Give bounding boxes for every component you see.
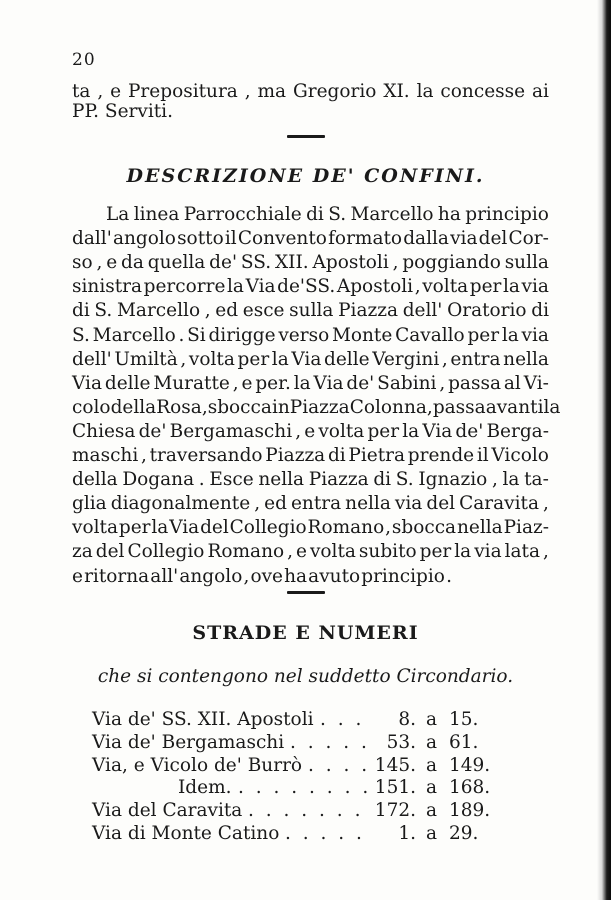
street-name: Via de' SS. XII. Apostoli [92,709,314,730]
word: de' [209,252,238,274]
word: al [503,372,521,394]
word: Via [72,372,102,394]
word: per [419,541,452,563]
word: la [454,541,472,563]
word: , [96,252,103,274]
word: passa [432,396,486,418]
word: volta [309,541,356,563]
streets-table-title: STRADE E NUMERI [192,622,419,644]
paragraph-line [72,227,549,251]
intro-line-2: PP. Serviti. [72,101,173,122]
word: sbocca [207,396,272,418]
number-from: 8. [398,709,416,730]
word: formato [328,228,403,250]
word: S. [72,324,90,346]
word: S. [395,469,414,491]
word: Monte [331,324,393,346]
word: Vi- [523,372,549,394]
paragraph-line [72,565,452,589]
word: Via [245,276,276,298]
word: Umiltà [114,348,178,370]
word: Caravita [459,493,539,515]
word: Oratorio [447,300,527,322]
word: , [426,396,433,418]
word: de' [346,372,375,394]
dot-leader: . . . . . [285,823,365,844]
number-separator: a [426,731,438,753]
word: , [392,252,399,274]
word: Pietra [348,445,406,466]
word: esce [242,300,285,322]
word: prende [407,445,475,466]
word: la [151,517,169,539]
word: diagonalmente [110,493,251,515]
word: , [543,493,549,515]
number-to: 29. [449,823,479,844]
word: all' [150,565,179,587]
word: za [72,541,93,563]
street-name: Via de' Bergamaschi [92,731,285,753]
word: e [72,565,83,587]
word: di [373,469,392,491]
page-number: 20 [72,50,96,70]
word: e [241,372,253,394]
word: ed [215,300,239,322]
word: Rosa [156,396,202,418]
word: , [491,469,498,491]
word: angolo [179,565,243,587]
number-from: 145. [374,754,416,776]
word: Apostoli [312,252,389,274]
word: , [97,81,104,102]
word: ai [531,81,549,102]
dot-leader: . . . . . . . [248,800,364,822]
paragraph-line [72,324,549,348]
word: e [304,420,316,442]
word: Vicolo [491,445,549,466]
street-row [92,776,492,800]
word: il [224,228,237,250]
street-name: Via del Caravita [92,800,243,822]
word: poggiando [402,252,501,274]
word: nella [258,469,305,491]
word: la [402,420,420,442]
word: di [306,204,324,225]
word: principio [361,565,445,587]
divider-rule-top [287,135,325,138]
word: Bergamaschi [169,420,293,442]
word: sbocca [391,517,457,539]
word: in [271,396,290,418]
word: Cavallo [395,324,465,346]
word: ma [257,81,287,102]
word: sotto [177,228,224,250]
word: , [201,396,208,418]
dot-leader: . . . [320,709,365,730]
word: Dogana [122,469,195,491]
number-from: 172. [374,800,416,822]
word: colo [72,396,111,418]
word: di [531,300,549,322]
page-binding-edge [597,0,611,900]
word: dall' [72,228,112,250]
word: via [521,324,549,346]
word: ta [72,81,91,102]
paragraph-line [106,203,549,227]
paragraph-line [72,251,549,275]
street-row [92,799,492,823]
number-to: 168. [449,777,491,799]
word: via [394,493,423,515]
word: per [467,324,500,346]
word: entra [450,348,501,370]
paragraph-line [72,420,549,444]
word: la [416,81,434,102]
word: sinistra [72,276,143,298]
section-title: DESCRIZIONE DE' CONFINI. [126,165,485,187]
word: per [367,420,400,442]
paragraph-line [72,516,549,540]
word: Muratte [153,372,230,394]
number-separator: a [426,800,438,822]
word: Si [187,324,206,346]
word: XI. [383,81,410,102]
number-separator: a [426,823,438,844]
word: concesse [440,81,526,102]
word: per [118,517,151,539]
word: di [327,445,346,466]
word: Vergini [372,348,440,370]
word: avanti [485,396,544,418]
word: delle [104,372,151,394]
word: dalla [403,228,449,250]
dot-leader: . . . . . [290,731,370,753]
word: Collegio [127,541,205,563]
word: de'SS. [277,276,336,298]
number-from: 151. [374,777,416,799]
word: Marcello [92,324,176,346]
word: Via [422,420,453,442]
word: Chiesa [72,420,136,442]
word: Romano [307,517,385,539]
word: da [121,252,144,274]
paragraph-line [72,372,549,396]
word: nella [456,517,503,539]
word: sulla [504,252,549,274]
word: Piazza [338,300,399,322]
word: della [72,469,118,491]
number-from: 1. [398,823,416,844]
word: volta [422,276,469,298]
word: per [469,276,502,298]
word: la [503,276,520,298]
word: Convento [237,228,327,250]
word: traversando [149,445,263,466]
word: Parrocchiale [183,204,302,225]
word: , [414,276,421,298]
street-row [92,822,492,846]
word: e [296,541,307,563]
word: verso [278,324,330,346]
word: Via [313,372,344,394]
word: la [227,276,244,298]
number-to: 149. [449,754,491,776]
word: S. [328,204,347,225]
word: dell' [402,300,443,322]
word: Sabini [377,372,437,394]
word: per. [255,372,291,394]
number-separator: a [426,709,438,730]
word: ha [437,204,461,225]
paragraph-line [72,396,561,420]
word: XII. [274,252,309,274]
word: volta [72,517,118,539]
word: linea [133,204,180,225]
number-from: 53. [386,731,416,753]
word: , [140,445,147,466]
word: via [521,276,549,298]
street-name: Via di Monte Catino [92,823,280,844]
word: ta- [524,469,549,491]
word: dirigge [208,324,276,346]
street-name: Idem. [178,777,232,799]
word: . [178,324,185,346]
word: Colonna [349,396,427,418]
word: passa [448,372,501,394]
number-to: 189. [449,800,491,822]
word: nella [345,493,391,515]
word: lata [504,541,541,563]
streets-table-subtitle: che si contengono nel suddetto Circondario. [97,666,514,687]
word: Gregorio [292,81,377,102]
street-row [92,754,492,778]
word: ha [284,565,308,587]
word: subito [358,541,417,563]
word: sulla [289,300,334,322]
word: Prepositura [127,81,238,102]
word: . [198,469,205,491]
paragraph-line [72,492,549,516]
word: , [244,81,251,102]
word: volta [318,420,365,442]
word: Romano [207,541,285,563]
word: del [200,517,229,539]
word: . [446,565,452,587]
word: via [474,541,502,563]
street-row [92,731,492,755]
word: volta [188,348,235,370]
word: percorre [143,276,226,298]
number-separator: a [426,754,438,776]
word: Marcello [116,300,201,322]
word: angolo [112,228,176,250]
word: glia [72,493,107,515]
word: Collegio [229,517,307,539]
word: del [95,541,125,563]
word: Ignazio [418,469,488,491]
word: de' [138,420,167,442]
word: Piazza [265,445,326,466]
word: Piaz- [503,517,549,539]
paragraph-line [72,468,549,492]
word: via [450,228,478,250]
word: Cor- [508,228,549,250]
word: , [243,565,250,587]
word: Piazza [308,469,369,491]
word: , [232,372,239,394]
dot-leader: . . . . . . . . [238,777,372,799]
word: Piazza [289,396,350,418]
word: de' [455,420,484,442]
word: Esce [209,469,254,491]
paragraph-line [72,444,549,468]
word: ed [264,493,287,515]
paragraph-line [72,348,549,372]
word: la [271,348,289,370]
word: , [180,348,187,370]
word: avuto [308,565,361,587]
word: S. [94,300,113,322]
divider-rule-middle [287,591,325,594]
paragraph-line [72,540,549,564]
paragraph-line [72,299,549,323]
word: quella [147,252,206,274]
word: Via [169,517,200,539]
word: della [110,396,157,418]
street-row [92,708,492,732]
word: entra [290,493,342,515]
word: per [237,348,270,370]
word: del [426,493,456,515]
word: La [106,204,130,225]
word: delle [323,348,370,370]
word: , [441,348,448,370]
word: , [439,372,446,394]
word: e [106,252,118,274]
word: la [543,396,561,418]
word: e [110,81,122,102]
word: Marcello [350,204,434,225]
word: ove [250,565,283,587]
dot-leader: . . . . [308,754,371,776]
word: Apostoli [336,276,414,298]
word: dell' [72,348,112,370]
word: principio [465,204,549,225]
word: SS. [240,252,272,274]
word: la [501,324,519,346]
word: , [543,541,549,563]
word: , [254,493,261,515]
word: ritorna [84,565,150,587]
word: la [293,372,311,394]
word: del [478,228,508,250]
word: la [502,469,520,491]
word: , [204,300,211,322]
word: maschi [72,445,139,466]
word: , [385,517,391,539]
word: Via [291,348,322,370]
word: so [72,252,93,274]
number-to: 15. [449,709,479,730]
word: , [287,541,294,563]
street-name: Via, e Vicolo de' Burrò [92,754,303,776]
word: , [295,420,302,442]
number-separator: a [426,777,438,799]
word: il [476,445,489,466]
number-to: 61. [449,731,479,753]
word: di [72,300,90,322]
word: Berga- [486,420,549,442]
word: nella [503,348,549,370]
paragraph-line [72,275,549,299]
